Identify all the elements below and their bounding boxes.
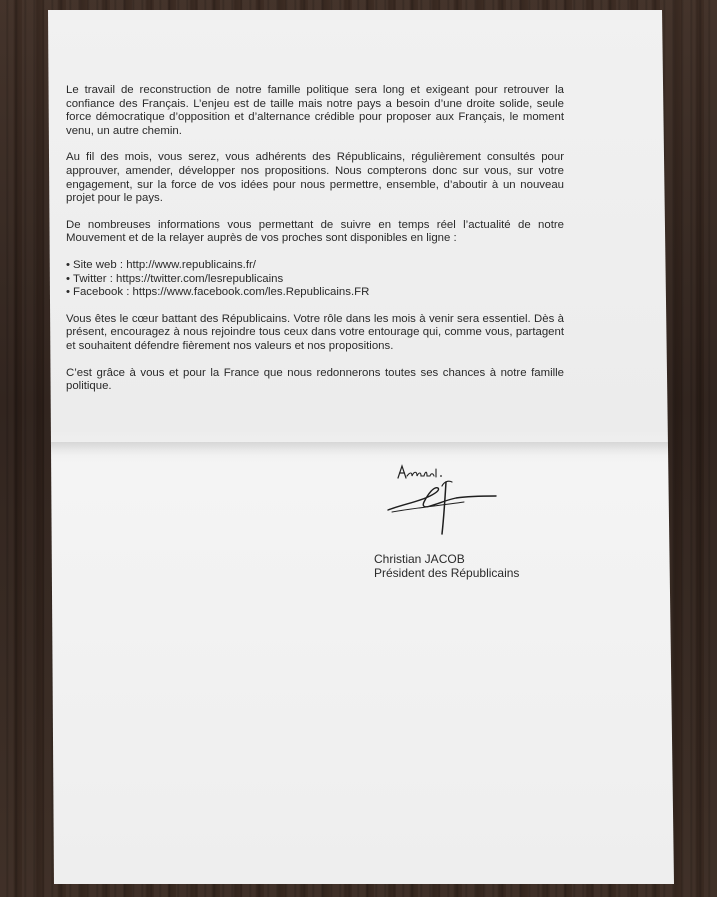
paper-fold-crease — [48, 442, 674, 456]
link-item-website — [66, 259, 564, 273]
paragraph-consultation: Au fil des mois, vous serez, vous adhérents des Républicains, régulièrement consultés pour approuver, amender, développer nos propositions. Nous compterons donc sur vous, sur votre engagement, sur la force de vos idées pour nous permettre, ensemble, d’aboutir à un nouveau projet pour le pays. — [66, 151, 564, 205]
signer-block — [374, 552, 519, 580]
signer-title: Président des Républicains — [374, 566, 520, 580]
twitter-link[interactable]: https://twitter.com/lesrepublicains — [116, 272, 284, 285]
website-link[interactable]: http://www.republicains.fr/ — [126, 258, 256, 271]
paragraph-online-info: De nombreuses informations vous permettant de suivre en temps réel l’actualité de notre Mouvement et de la relayer auprès de vos proches sont disponibles en ligne : — [66, 218, 564, 245]
link-item-twitter — [66, 273, 564, 287]
signer-name: Christian JACOB — [374, 552, 465, 566]
link-item-facebook — [66, 286, 564, 300]
paragraph-reconstruction: Le travail de reconstruction de notre famille politique sera long et exigeant pour retrouver la confiance des Français. L’enjeu est de taille mais notre pays a besoin d’une droite solide, seule force démocratique d’opposition et d’alternance crédible pour proposer aux Français, le moment venu, un autre chemin. — [66, 84, 564, 137]
facebook-link[interactable]: https://www.facebook.com/les.Republicains.FR — [132, 286, 370, 299]
paragraph-closing: C’est grâce à vous et pour la France que nous redonnerons toutes ses chances à notre famille politique. — [66, 366, 564, 393]
handwritten-signature-icon — [384, 452, 504, 542]
link-label: Facebook : — [73, 286, 133, 299]
online-links-list — [66, 259, 564, 300]
link-label: Twitter : — [73, 272, 117, 285]
paragraph-heart: Vous êtes le cœur battant des Républicains. Votre rôle dans les mois à venir sera essentiel. Dès à présent, encouragez à nous rejoindre tous ceux dans votre entourage qui, comme vous, partagent et souhaitent défendre fièrement nos valeurs et nos propositions. — [66, 312, 564, 352]
link-label: Site web : — [73, 258, 127, 271]
letter-body — [66, 84, 564, 407]
